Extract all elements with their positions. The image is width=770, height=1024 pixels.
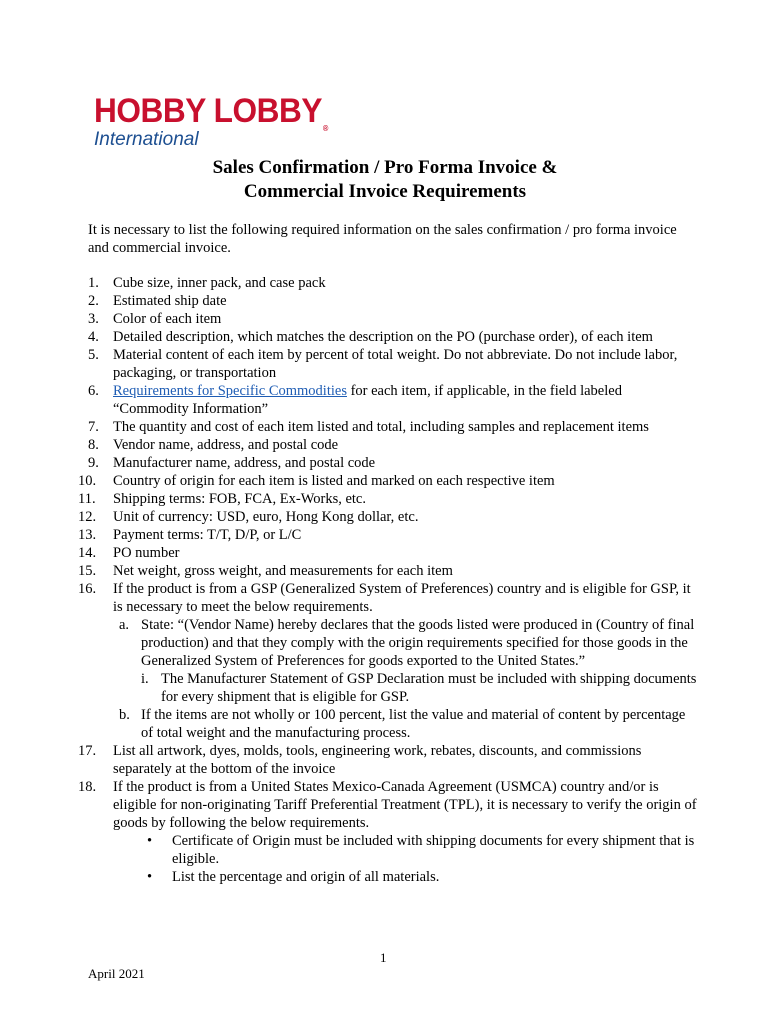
logo-wordmark: HOBBY LOBBY® (94, 92, 328, 133)
list-item (78, 580, 698, 742)
list-item (78, 328, 698, 346)
item-text: Shipping terms: FOB, FCA, Ex-Works, etc. (113, 491, 366, 507)
list-item (78, 472, 698, 490)
item-text: PO number (113, 545, 180, 561)
title-line-1: Sales Confirmation / Pro Forma Invoice & (212, 157, 558, 178)
item-number: 7. (88, 419, 99, 435)
subitem-marker: i. (141, 671, 149, 687)
item-text: Vendor name, address, and postal code (113, 437, 339, 453)
item-text: If the product is from a United States Mexico-Canada Agreement (USMCA) country and/or is eligible for non-originating Tariff Preferential Treatment (TPL), it is necessary to verify the origin of goods by following the below requirements. (113, 779, 697, 831)
item-number: 16. (78, 581, 97, 597)
list-item (78, 778, 698, 886)
item-number: 11. (78, 491, 96, 507)
item-number: 12. (78, 509, 97, 525)
registered-mark: ® (322, 124, 328, 133)
item-text: for each item, if applicable, in the field labeled “Commodity Information” (113, 383, 622, 417)
item-number: 1. (88, 275, 99, 291)
item-number: 13. (78, 527, 97, 543)
hobby-lobby-international-logo (94, 94, 345, 150)
item-text: If the product is from a GSP (Generalized System of Preferences) country and is eligible for GSP, it is necessary to meet the below requirements. (113, 581, 691, 615)
usmca-bullet (113, 832, 698, 868)
gsp-subitem-i (141, 670, 698, 706)
bullet-text: Certificate of Origin must be included with shipping documents for every shipment that is eligible. (172, 833, 695, 867)
item-number: 18. (78, 779, 97, 795)
item-number: 8. (88, 437, 99, 453)
item-number: 6. (88, 383, 99, 399)
list-item (78, 562, 698, 580)
intro-paragraph: It is necessary to list the following required information on the sales confirmation / pro forma invoice and commercial invoice. (88, 222, 677, 256)
commodity-requirements-link[interactable]: Requirements for Specific Commodities (113, 383, 347, 399)
list-item (78, 490, 698, 508)
list-item (78, 742, 698, 778)
item-number: 2. (88, 293, 99, 309)
item-text: Cube size, inner pack, and case pack (113, 275, 326, 291)
usmca-bullet (113, 868, 698, 886)
item-number: 3. (88, 311, 99, 327)
item-number: 10. (78, 473, 97, 489)
subitem-text: The Manufacturer Statement of GSP Declaration must be included with shipping documents for every shipment that is eligible for GSP. (161, 671, 697, 705)
item-number: 14. (78, 545, 97, 561)
item-text: Country of origin for each item is listed and marked on each respective item (113, 473, 555, 489)
subitem-marker: a. (119, 617, 130, 633)
list-item (78, 544, 698, 562)
list-item (78, 274, 698, 292)
bullet-icon: • (147, 869, 153, 885)
item-text: Detailed description, which matches the description on the PO (purchase order), of each item (113, 329, 653, 345)
subitem-text: State: “(Vendor Name) hereby declares that the goods listed were produced in (Country of final production) and that they comply with the origin requirements specified for those goods in the Generalized System of Preferences for goods exported to the United States.” (141, 617, 695, 669)
item-text: List all artwork, dyes, molds, tools, engineering work, rebates, discounts, and commissions separately at the bottom of the invoice (113, 743, 642, 777)
item-text: Payment terms: T/T, D/P, or L/C (113, 527, 302, 543)
list-item (78, 310, 698, 328)
item-text: Estimated ship date (113, 293, 227, 309)
item-number: 9. (88, 455, 99, 471)
subitem-marker: b. (119, 707, 130, 723)
list-item (78, 292, 698, 310)
page-number: 1 (380, 950, 387, 965)
gsp-subitem-b (113, 706, 698, 742)
subitem-text: If the items are not wholly or 100 percent, list the value and material of content by percentage of total weight and the manufacturing process. (141, 707, 686, 741)
list-item (78, 418, 698, 436)
footer-date: April 2021 (88, 966, 145, 981)
item-text: Color of each item (113, 311, 222, 327)
list-item (78, 436, 698, 454)
list-item (78, 508, 698, 526)
bullet-icon: • (147, 833, 153, 849)
item-number: 15. (78, 563, 97, 579)
item-text: Unit of currency: USD, euro, Hong Kong dollar, etc. (113, 509, 419, 525)
item-text: Manufacturer name, address, and postal code (113, 455, 376, 471)
item-number: 5. (88, 347, 99, 363)
item-text: Net weight, gross weight, and measurements for each item (113, 563, 453, 579)
document-title (0, 156, 770, 204)
item-text: The quantity and cost of each item listed and total, including samples and replacement items (113, 419, 649, 435)
list-item (78, 382, 698, 418)
item-text: Material content of each item by percent of total weight. Do not abbreviate. Do not include labor, packaging, or transportation (113, 347, 678, 381)
list-item (78, 526, 698, 544)
list-item (78, 454, 698, 472)
gsp-subitem-a (113, 616, 698, 706)
list-item (78, 346, 698, 382)
logo-subtitle: International (94, 129, 199, 150)
title-line-2: Commercial Invoice Requirements (243, 181, 527, 202)
requirements-list (78, 274, 698, 886)
item-number: 4. (88, 329, 99, 345)
bullet-text: List the percentage and origin of all materials. (172, 869, 440, 885)
item-number: 17. (78, 743, 97, 759)
